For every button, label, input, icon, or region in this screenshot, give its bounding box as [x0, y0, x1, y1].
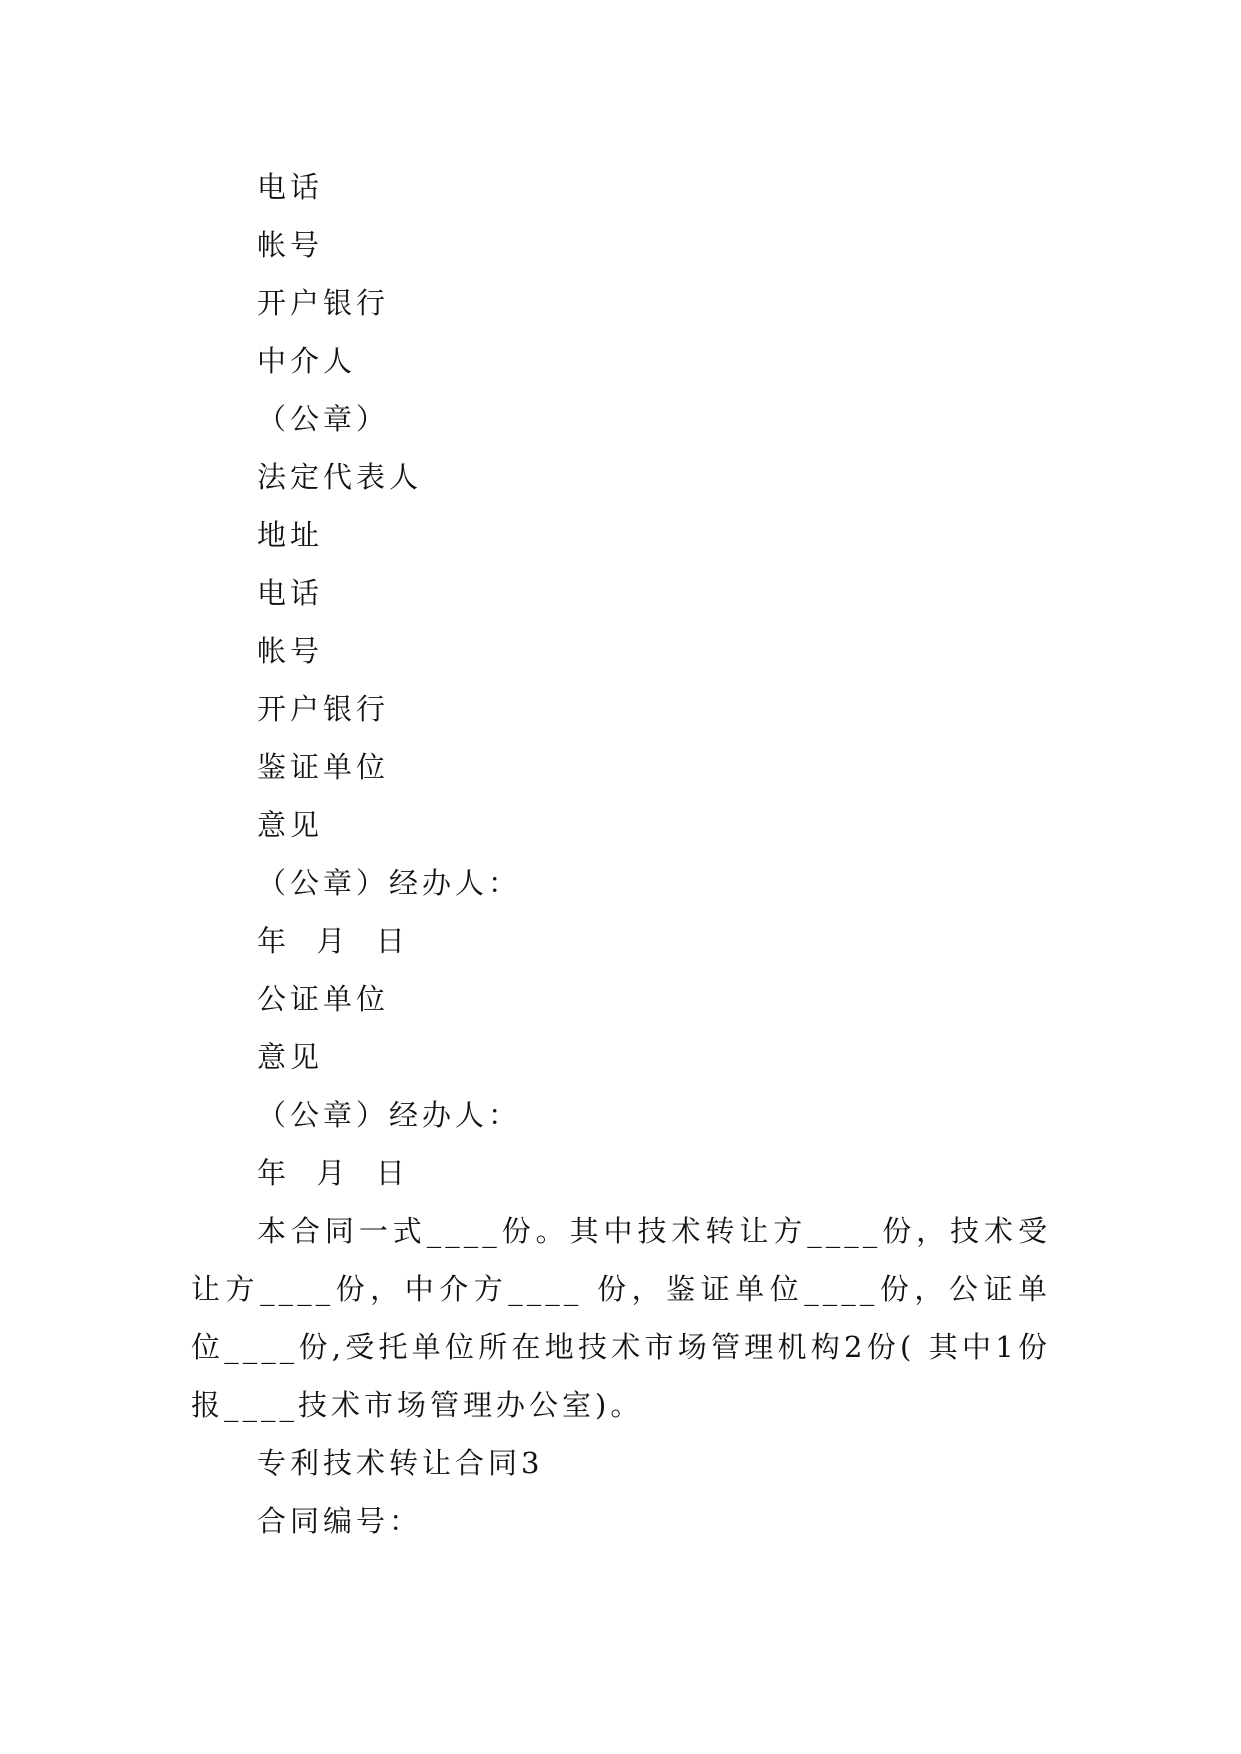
text-line: 帐号 — [257, 228, 324, 262]
text-line: （公章）经办人： — [257, 1098, 522, 1132]
text-line: 地址 — [257, 518, 324, 552]
text-line: 年 月 日 — [257, 924, 409, 958]
text-line: （公章） — [257, 402, 390, 436]
text-line: （公章）经办人： — [257, 866, 522, 900]
text-line: 意见 — [257, 1040, 324, 1074]
section-heading: 专利技术转让合同3 — [257, 1446, 544, 1480]
text-line: 开户银行 — [257, 692, 390, 726]
text-line: 中介人 — [257, 344, 357, 378]
contract-copies-paragraph: 本合同一式____份。其中技术转让方____份，技术受让方____份，中介方____ 份，鉴证单位____份，公证单位____份,受托单位所在地技术市场管理机构2份( 其中1份报____技术市场管理办公室)。 — [191, 1214, 1051, 1422]
text-line: 电话 — [257, 170, 324, 204]
text-line: 开户银行 — [257, 286, 390, 320]
text-line: 法定代表人 — [257, 460, 423, 494]
text-line: 电话 — [257, 576, 324, 610]
text-line: 鉴证单位 — [257, 750, 390, 784]
text-line: 帐号 — [257, 634, 324, 668]
contract-number-label: 合同编号： — [257, 1504, 423, 1538]
text-line: 公证单位 — [257, 982, 390, 1016]
text-line: 年 月 日 — [257, 1156, 409, 1190]
text-line: 意见 — [257, 808, 324, 842]
document-body — [191, 158, 1051, 1550]
